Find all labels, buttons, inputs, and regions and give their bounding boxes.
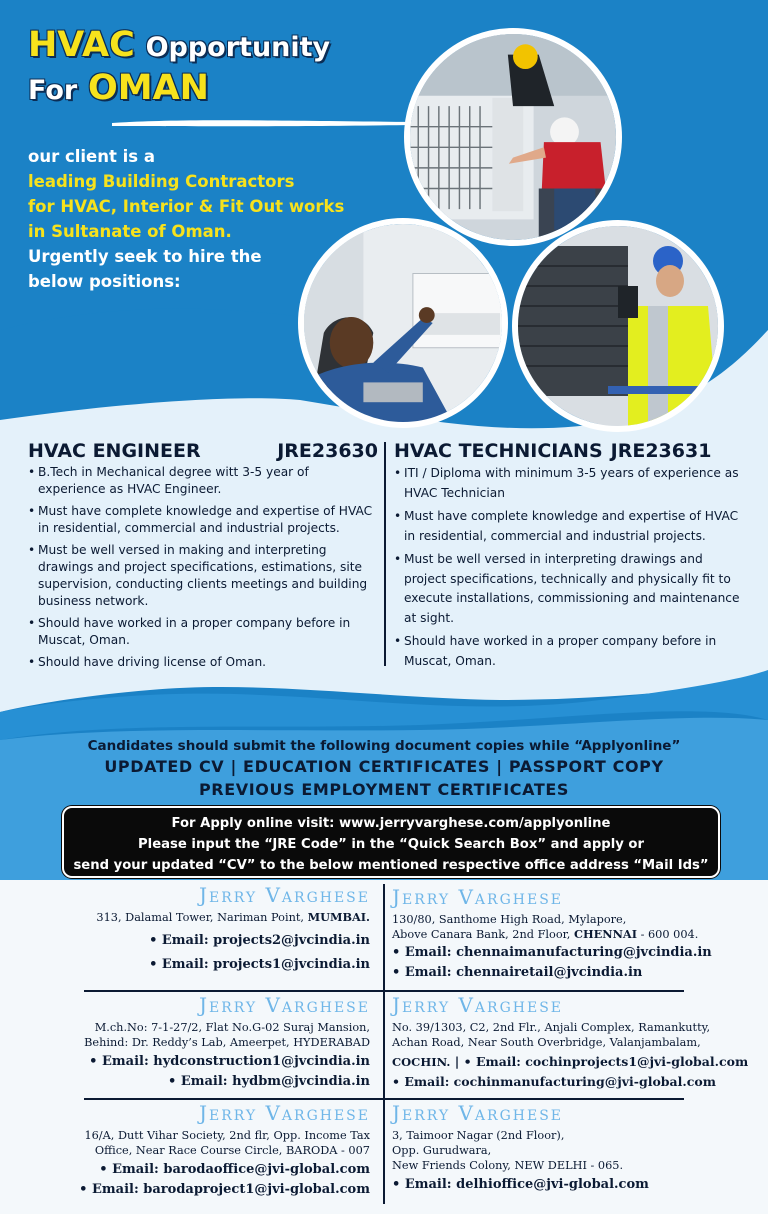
office-address: M.ch.No: 7-1-27/2, Flat No.G-02 Suraj Mansion, [94,1021,370,1034]
brand-name: Jerry Varghese [392,993,564,1017]
brand-name: Jerry Varghese [392,885,564,909]
office-address: Opp. Gurudwara, [392,1144,492,1157]
office-address: 313, Dalamal Tower, Nariman Point, MUMBAI. [96,910,370,924]
brush-stroke [112,118,412,128]
office-address: Above Canara Bank, 2nd Floor, CHENNAI - 600 004. [392,927,699,941]
photo-rooftop-technicians [404,28,622,246]
apply-line-url: For Apply online visit: www.jerryvarghese.com/applyonline [171,816,611,831]
office-city: CHENNAI [574,927,637,941]
engineer-requirements [28,464,378,676]
apply-instructions-box [62,806,720,878]
requirement-item: • B.Tech in Mechanical degree witt 3-5 year of experience as HVAC Engineer. [28,464,378,498]
brand-name: Jerry Varghese [198,1101,370,1125]
intro-line: for HVAC, Interior & Fit Out works [28,197,345,216]
office-address: Office, Near Race Course Circle, BARODA - 007 [94,1144,370,1157]
brand-name: Jerry Varghese [198,993,370,1017]
photo-indoor-ac-technician [298,218,508,428]
intro-text [28,144,358,294]
office-email[interactable]: • Email: projects1@jvcindia.in [149,957,370,972]
office-mumbai [30,884,370,975]
office-address: 130/80, Santhome High Road, Mylapore, [392,913,627,926]
headline-hvac: HVAC [28,25,135,65]
intro-line: in Sultanate of Oman. [28,222,232,241]
engineer-heading [28,440,378,462]
office-email[interactable]: • Email: hydbm@jvcindia.in [168,1074,370,1089]
office-city: COCHIN. [392,1055,451,1069]
office-email[interactable]: • Email: cochinmanufacturing@jvi-global.com [392,1074,716,1089]
office-address: No. 39/1303, C2, 2nd Flr., Anjali Complex, Ramankutty, [392,1021,711,1034]
office-email[interactable]: • Email: hydconstruction1@jvcindia.in [89,1054,370,1069]
office-address: 16/A, Dutt Vihar Society, 2nd flr, Opp. Income Tax [84,1129,370,1142]
headline [28,25,331,108]
brand-name: Jerry Varghese [198,883,370,907]
office-delhi [392,1102,752,1195]
technicians-requirements [394,464,746,675]
requirement-item: • Must be well versed in interpreting drawings and project specifications, technically and physically fit to execute installations, commissioning and maintenance at sight. [394,550,746,628]
intro-line: Urgently seek to hire the [28,247,262,266]
office-address: 3, Taimoor Nagar (2nd Floor), [392,1129,565,1142]
requirement-item: • Should have worked in a proper company before in Muscat, Oman. [28,615,378,649]
office-grid-divider [84,1098,684,1100]
technicians-heading [394,440,754,462]
requirement-item: • Must have complete knowledge and expertise of HVAC in residential, commercial and industrial projects. [394,507,746,546]
office-baroda [30,1102,370,1200]
engineer-code: JRE23630 [277,440,378,462]
requirement-item: • Should have driving license of Oman. [28,654,378,671]
photo-engineer-inspection [512,220,724,432]
technicians-code: JRE23631 [610,440,712,462]
office-email[interactable]: • Email: delhioffice@jvi-global.com [392,1177,649,1192]
technicians-title: HVAC TECHNICIANS [394,440,603,462]
requirement-item: • Should have worked in a proper company before in Muscat, Oman. [394,632,746,671]
headline-for: For [28,75,78,106]
headline-oman: OMAN [88,68,209,108]
office-address: Achan Road, Near South Overbridge, Valanjambalam, [392,1036,701,1049]
headline-opportunity: Opportunity [145,32,331,63]
office-address: New Friends Colony, NEW DELHI - 065. [392,1159,624,1172]
intro-line: our client is a [28,147,155,166]
office-email[interactable]: • Email: projects2@jvcindia.in [149,933,370,948]
column-divider [384,442,386,666]
documents-intro: Candidates should submit the following document copies while “Applyonline” [87,738,681,754]
office-email[interactable]: • Email: chennaimanufacturing@jvcindia.in [392,945,712,960]
documents-list-1: UPDATED CV | EDUCATION CERTIFICATES | PASSPORT COPY [104,757,664,776]
office-email[interactable]: | • Email: cochinprojects1@jvi-global.com [450,1054,749,1069]
office-chennai [392,886,752,983]
requirement-item: • Must have complete knowledge and expertise of HVAC in residential, commercial and industrial projects. [28,503,378,537]
engineer-title: HVAC ENGINEER [28,440,201,462]
office-hyderabad [30,994,370,1092]
apply-line-code: Please input the “JRE Code” in the “Quick Search Box” and apply or [138,837,644,852]
apply-line-cv: send your updated “CV” to the below mentioned respective office address “Mail Ids” [73,858,709,873]
office-grid-vertical [383,884,385,1204]
requirement-item: • Must be well versed in making and interpreting drawings and project specifications, estimations, site supervision, conducting clients meetings and building business network. [28,542,378,610]
office-email-row [392,1052,752,1072]
office-address: Behind: Dr. Reddy’s Lab, Ameerpet, HYDERABAD [84,1036,370,1049]
documents-list-2: PREVIOUS EMPLOYMENT CERTIFICATES [198,780,570,799]
office-city: MUMBAI. [307,910,370,924]
intro-line: leading Building Contractors [28,172,295,191]
office-email[interactable]: • Email: barodaproject1@jvi-global.com [79,1182,370,1197]
office-email[interactable]: • Email: barodaoffice@jvi-global.com [99,1162,370,1177]
documents-section [0,738,768,800]
office-grid-divider [84,990,684,992]
intro-line: below positions: [28,272,181,291]
requirement-item: • ITI / Diploma with minimum 3-5 years of experience as HVAC Technician [394,464,746,503]
brand-name: Jerry Varghese [392,1101,564,1125]
office-cochin [392,994,752,1092]
office-email[interactable]: • Email: chennairetail@jvcindia.in [392,965,643,980]
